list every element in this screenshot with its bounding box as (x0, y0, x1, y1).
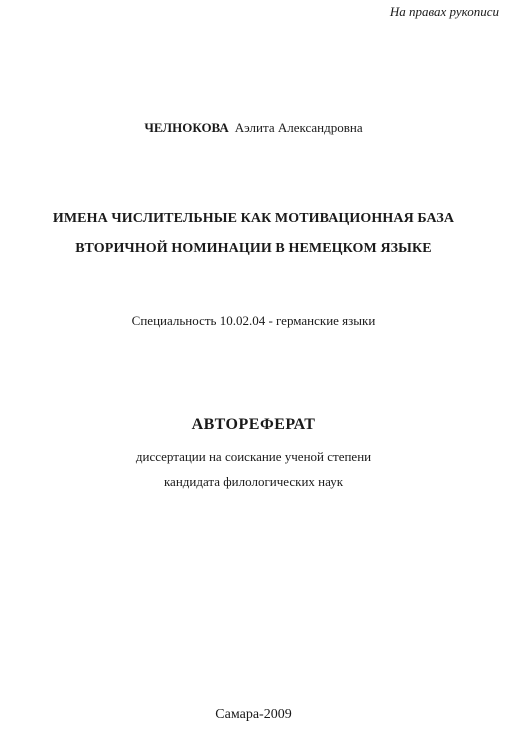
title-line-2: ВТОРИЧНОЙ НОМИНАЦИИ В НЕМЕЦКОМ ЯЗЫКЕ (75, 241, 432, 256)
degree-line-2: кандидата филологических наук (163, 474, 344, 489)
title-line-1: ИМЕНА ЧИСЛИТЕЛЬНЫЕ КАК МОТИВАЦИОННАЯ БАЗА (52, 211, 455, 226)
place-year: Самара-2009 (215, 707, 292, 722)
document-type-heading: АВТОРЕФЕРАТ (191, 416, 316, 433)
degree-description (0, 444, 507, 494)
author-name (0, 120, 507, 136)
specialty: Специальность 10.02.04 - германские языки (131, 313, 376, 328)
rights-note: На правах рукописи (389, 4, 499, 19)
author-given-names: Аэлита Александровна (234, 120, 363, 135)
degree-line-1: диссертации на соискание ученой степени (135, 449, 372, 464)
dissertation-title (0, 204, 507, 264)
author-surname: ЧЕЛНОКОВА (144, 120, 229, 135)
